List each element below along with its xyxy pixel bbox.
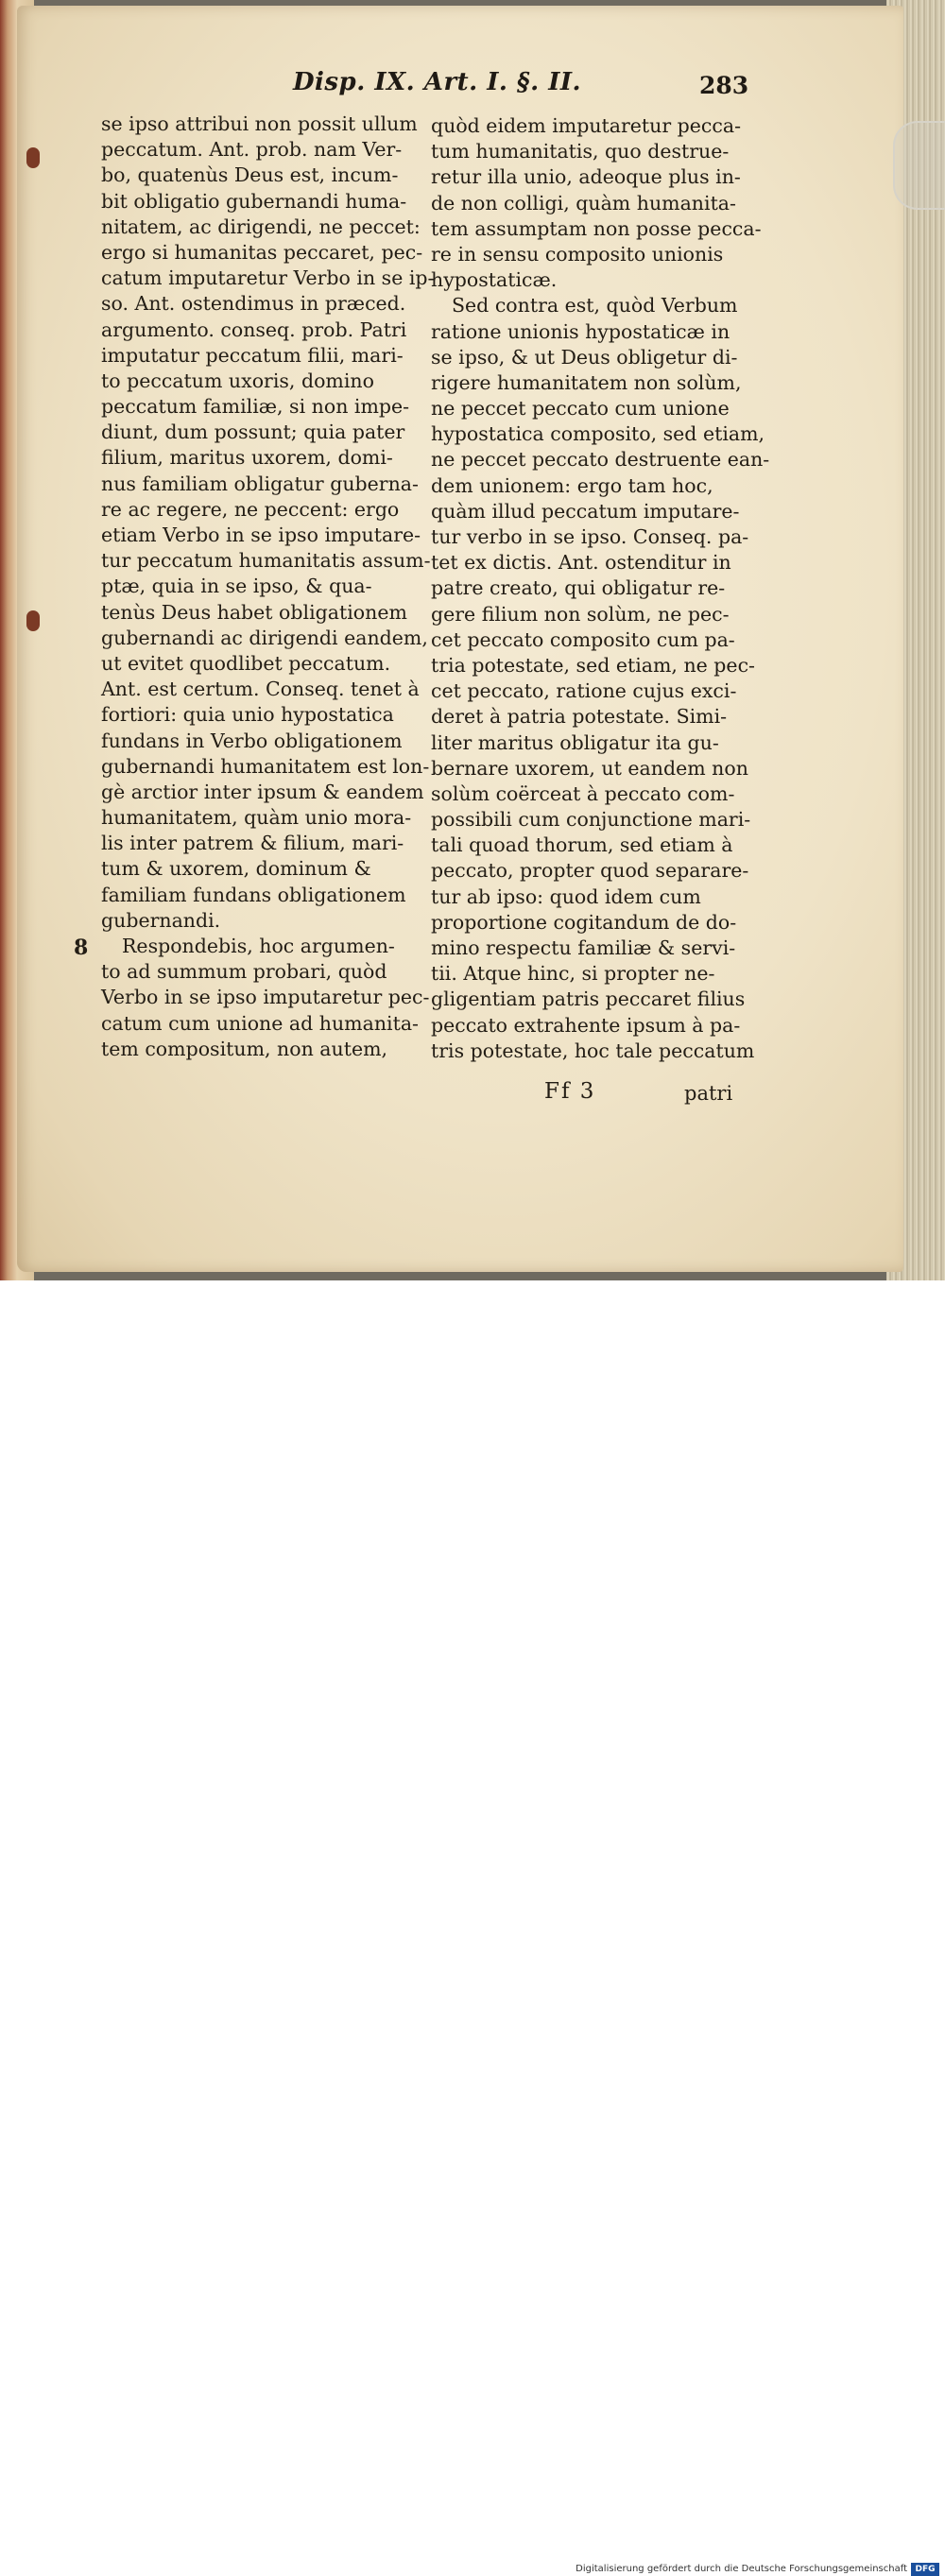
text-line: cet peccato, ratione cujus exci-: [431, 679, 737, 703]
text-line: catum cum unione ad humanita-: [101, 1011, 419, 1035]
text-line: tria potestate, sed etiam, ne pec-: [431, 653, 755, 677]
text-line: liter maritus obligatur ita gu-: [431, 730, 719, 754]
text-line: peccato, propter quod separare-: [431, 859, 749, 883]
text-line: ut evitet quodlibet peccatum.: [101, 651, 391, 675]
scanner-clip: [893, 121, 945, 210]
text-line: tum & uxorem, dominum &: [101, 857, 371, 881]
text-line: tenùs Deus habet obligationem: [101, 600, 407, 624]
text-line: nus familiam obligatur guberna-: [101, 472, 419, 495]
text-line: bo, quatenùs Deus est, incum-: [101, 163, 399, 187]
dfg-logo: DFG: [911, 2563, 939, 2576]
text-line: filium, maritus uxorem, domi-: [101, 446, 393, 470]
text-line: re in sensu composito unionis: [431, 242, 724, 266]
text-line: tali quoad thorum, sed etiam à: [431, 833, 733, 857]
text-line: so. Ant. ostendimus in præced.: [101, 292, 406, 316]
text-line: proportione cogitandum de do-: [431, 910, 737, 934]
text-line: gubernandi ac dirigendi eandem,: [101, 626, 428, 649]
text-line: se ipso attribui non possit ullum: [101, 112, 418, 135]
text-line: imputatur peccatum filii, mari-: [101, 343, 404, 367]
text-line: quàm illud peccatum imputare-: [431, 499, 740, 523]
paragraph-margin-number: 8: [74, 936, 89, 960]
text-line: gè arctior inter ipsum & eandem: [101, 780, 424, 803]
text-line: tet ex dictis. Ant. ostenditur in: [431, 551, 731, 575]
text-line: tii. Atque hinc, si propter ne-: [431, 962, 715, 986]
text-line: Respondebis, hoc argumen-: [122, 935, 395, 957]
running-title: Disp. IX. Art. I. §. II.: [293, 68, 582, 96]
text-line: tur peccatum humanitatis assum-: [101, 549, 431, 573]
text-line: bernare uxorem, ut eandem non: [431, 756, 748, 780]
funding-note: Digitalisierung gefördert durch die Deutsche Forschungsgemeinschaft: [576, 2564, 907, 2574]
text-line: gere filium non solùm, ne pec-: [431, 602, 730, 626]
text-line: fundans in Verbo obligationem: [101, 729, 403, 752]
text-line: gubernandi.: [101, 908, 221, 932]
text-line: to peccatum uxoris, domino: [101, 369, 374, 392]
text-line: tem assumptam non posse pecca-: [431, 216, 762, 240]
text-line: nitatem, ac dirigendi, ne peccet:: [101, 215, 421, 238]
text-line: possibili cum conjunctione mari-: [431, 808, 751, 832]
scan-background: [0, 0, 945, 1280]
text-line: ne peccet peccato cum unione: [431, 397, 730, 421]
text-line: tur ab ipso: quod idem cum: [431, 884, 701, 908]
text-line: ratione unionis hypostaticæ in: [431, 319, 730, 343]
text-line: familiam fundans obligationem: [101, 883, 406, 906]
text-line: diunt, dum possunt; quia pater: [101, 421, 405, 444]
text-line: to ad summum probari, quòd: [101, 960, 387, 984]
text-line: deret à patria potestate. Simi-: [431, 705, 728, 729]
text-line: ergo si humanitas peccaret, pec-: [101, 240, 423, 264]
text-line: hypostatica composito, sed etiam,: [431, 422, 765, 446]
text-line: Ant. est certum. Conseq. tenet à: [101, 678, 420, 701]
text-line: tum humanitatis, quo destrue-: [431, 140, 730, 163]
binding-hole: [26, 610, 40, 631]
text-line: ne peccet peccato destruente ean-: [431, 448, 770, 472]
text-line: bit obligatio gubernandi huma-: [101, 189, 407, 213]
text-line: tris potestate, hoc tale peccatum: [431, 1039, 755, 1062]
text-line: argumento. conseq. prob. Patri: [101, 318, 407, 341]
text-line: se ipso, & ut Deus obligetur di-: [431, 345, 738, 369]
text-line: peccatum. Ant. prob. nam Ver-: [101, 138, 403, 162]
catchword: patri: [684, 1082, 733, 1105]
text-line: Verbo in se ipso imputaretur pec-: [101, 986, 430, 1009]
digitization-footer: [0, 1280, 945, 2574]
right-text-column: [431, 113, 770, 1064]
text-line: fortiori: quia unio hypostatica: [101, 703, 394, 727]
text-line: de non colligi, quàm humanita-: [431, 191, 736, 215]
text-line: peccatum familiæ, si non impe-: [101, 395, 410, 419]
text-line: humanitatem, quàm unio mora-: [101, 806, 412, 830]
text-line: lis inter patrem & filium, mari-: [101, 832, 404, 855]
text-line: retur illa unio, adeoque plus in-: [431, 165, 741, 189]
text-line: gubernandi humanitatem est lon-: [101, 754, 430, 778]
text-line: dem unionem: ergo tam hoc,: [431, 473, 713, 497]
text-line: quòd eidem imputaretur pecca-: [431, 114, 742, 137]
text-line: solùm coërceat à peccato com-: [431, 781, 735, 805]
text-line: etiam Verbo in se ipso imputare-: [101, 524, 421, 546]
text-line: peccato extrahente ipsum à pa-: [431, 1013, 741, 1037]
text-line: mino respectu familiæ & servi-: [431, 936, 736, 959]
text-line: patre creato, qui obligatur re-: [431, 576, 726, 600]
page-number: 283: [699, 72, 749, 99]
signature-mark: Ff 3: [544, 1079, 596, 1104]
text-line: catum imputaretur Verbo in se ip-: [101, 266, 435, 290]
text-line: rigere humanitatem non solùm,: [431, 370, 742, 394]
text-line: Sed contra est, quòd Verbum: [452, 294, 738, 318]
text-line: tem compositum, non autem,: [101, 1037, 388, 1060]
text-line: ptæ, quia in se ipso, & qua-: [101, 575, 372, 598]
text-line: hypostaticæ.: [431, 268, 558, 292]
text-line: tur verbo in se ipso. Conseq. pa-: [431, 525, 749, 548]
text-line: re ac regere, ne peccent: ergo: [101, 497, 400, 521]
left-text-column: [101, 112, 435, 1062]
text-line: gligentiam patris peccaret filius: [431, 987, 746, 1011]
text-line: cet peccato composito cum pa-: [431, 627, 735, 651]
binding-hole: [26, 147, 40, 168]
